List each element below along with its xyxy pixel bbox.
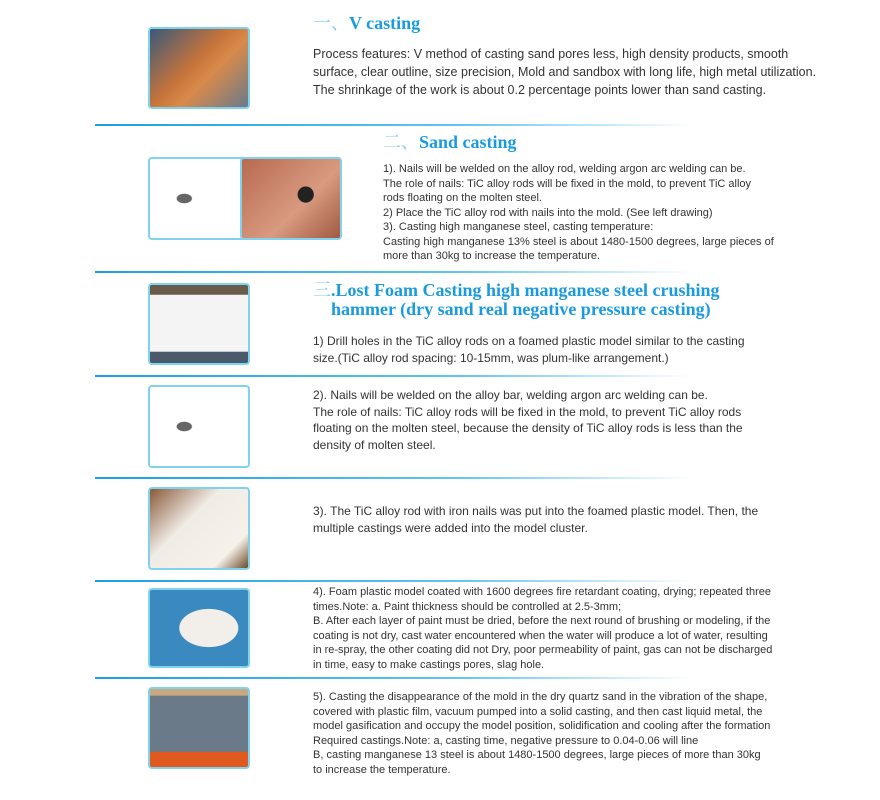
coated-model-photo (148, 588, 250, 668)
divider (95, 271, 695, 273)
foam-model-photo (148, 283, 250, 365)
section-title-v-casting: 一、V casting (313, 13, 421, 33)
lost-foam-step5-text: 5). Casting the disappearance of the mold in the dry quartz sand in the vibration of the shape, covered with plastic film, vacuum pumped into a solid casting, and then cast liquid metal, the model gasification and occupy the model position, solidification and cooling after the formation Required castings.Note: a, casting time, negative pressure to 0.04-0.06 will line B, casting manganese 13 steel is about 1480-1500 degrees, large pieces of more than 30kg to increase the temperature. (313, 691, 771, 776)
sand-mold-photo (240, 157, 342, 240)
v-casting-machine-photo (148, 27, 250, 109)
lost-foam-step4-text: 4). Foam plastic model coated with 1600 degrees fire retardant coating, drying; repeated three times.Note: a. Paint thickness should be controlled at 2.5-3mm; B. After each layer of paint must be dried, before the next round of brushing or modeling, if the coating is not dry, cast water encountered when the water will produce a lot of water, resulting in re-spray, the other coating did not Dry, poor permeability of paint, gas can not be discharged in time, easy to make castings pores, slag hole. (313, 586, 773, 671)
section-title-sand-casting: 二、Sand casting (383, 132, 517, 152)
divider (95, 580, 695, 582)
lost-foam-step1-text: 1) Drill holes in the TiC alloy rods on a foamed plastic model similar to the casting size.(TiC alloy rod spacing: 10-15mm, was plum-like arrangement.) (313, 334, 745, 365)
section-title-lost-foam: 三.Lost Foam Casting high manganese steel crushing hammer (dry sand real negative pressure casting) (313, 280, 720, 319)
sand-casting-text: 1). Nails will be welded on the alloy rod, welding argon arc welding can be. The role of nails: TiC alloy rods will be fixed in the mold, to prevent TiC alloy rods floating on the molten steel. 2) Place the TiC alloy rod with nails into the mold. (See left drawing) 3). Casting high manganese steel, casting temperature: Casting high manganese 13% steel is about 1480-1500 degrees, large pieces of more than 30kg to increase the temperature. (383, 163, 774, 262)
lost-foam-step3-text: 3). The TiC alloy rod with iron nails was put into the foamed plastic model. Then, the multiple castings were added into the model cluster. (313, 504, 759, 535)
sandbox-photo (148, 687, 250, 769)
tic-rods-photo (148, 157, 250, 240)
v-casting-text: Process features: V method of casting sand pores less, high density products, smooth surface, clear outline, size precision, Mold and sandbox with long life, high metal utilization. The shrinkage of the work is about 0.2 percentage points lower than sand casting. (313, 47, 817, 97)
foam-model-with-nails-photo (148, 487, 250, 570)
divider (95, 124, 695, 126)
lost-foam-step2-text: 2). Nails will be welded on the alloy bar, welding argon arc welding can be. The role of nails: TiC alloy rods will be fixed in the mold, to prevent TiC alloy rods floating on the molten steel, because the density of TiC alloy rods is less than the density of molten steel. (313, 388, 743, 452)
divider (95, 677, 695, 679)
divider (95, 375, 695, 377)
tic-rods-photo (148, 385, 250, 468)
divider (95, 477, 695, 479)
